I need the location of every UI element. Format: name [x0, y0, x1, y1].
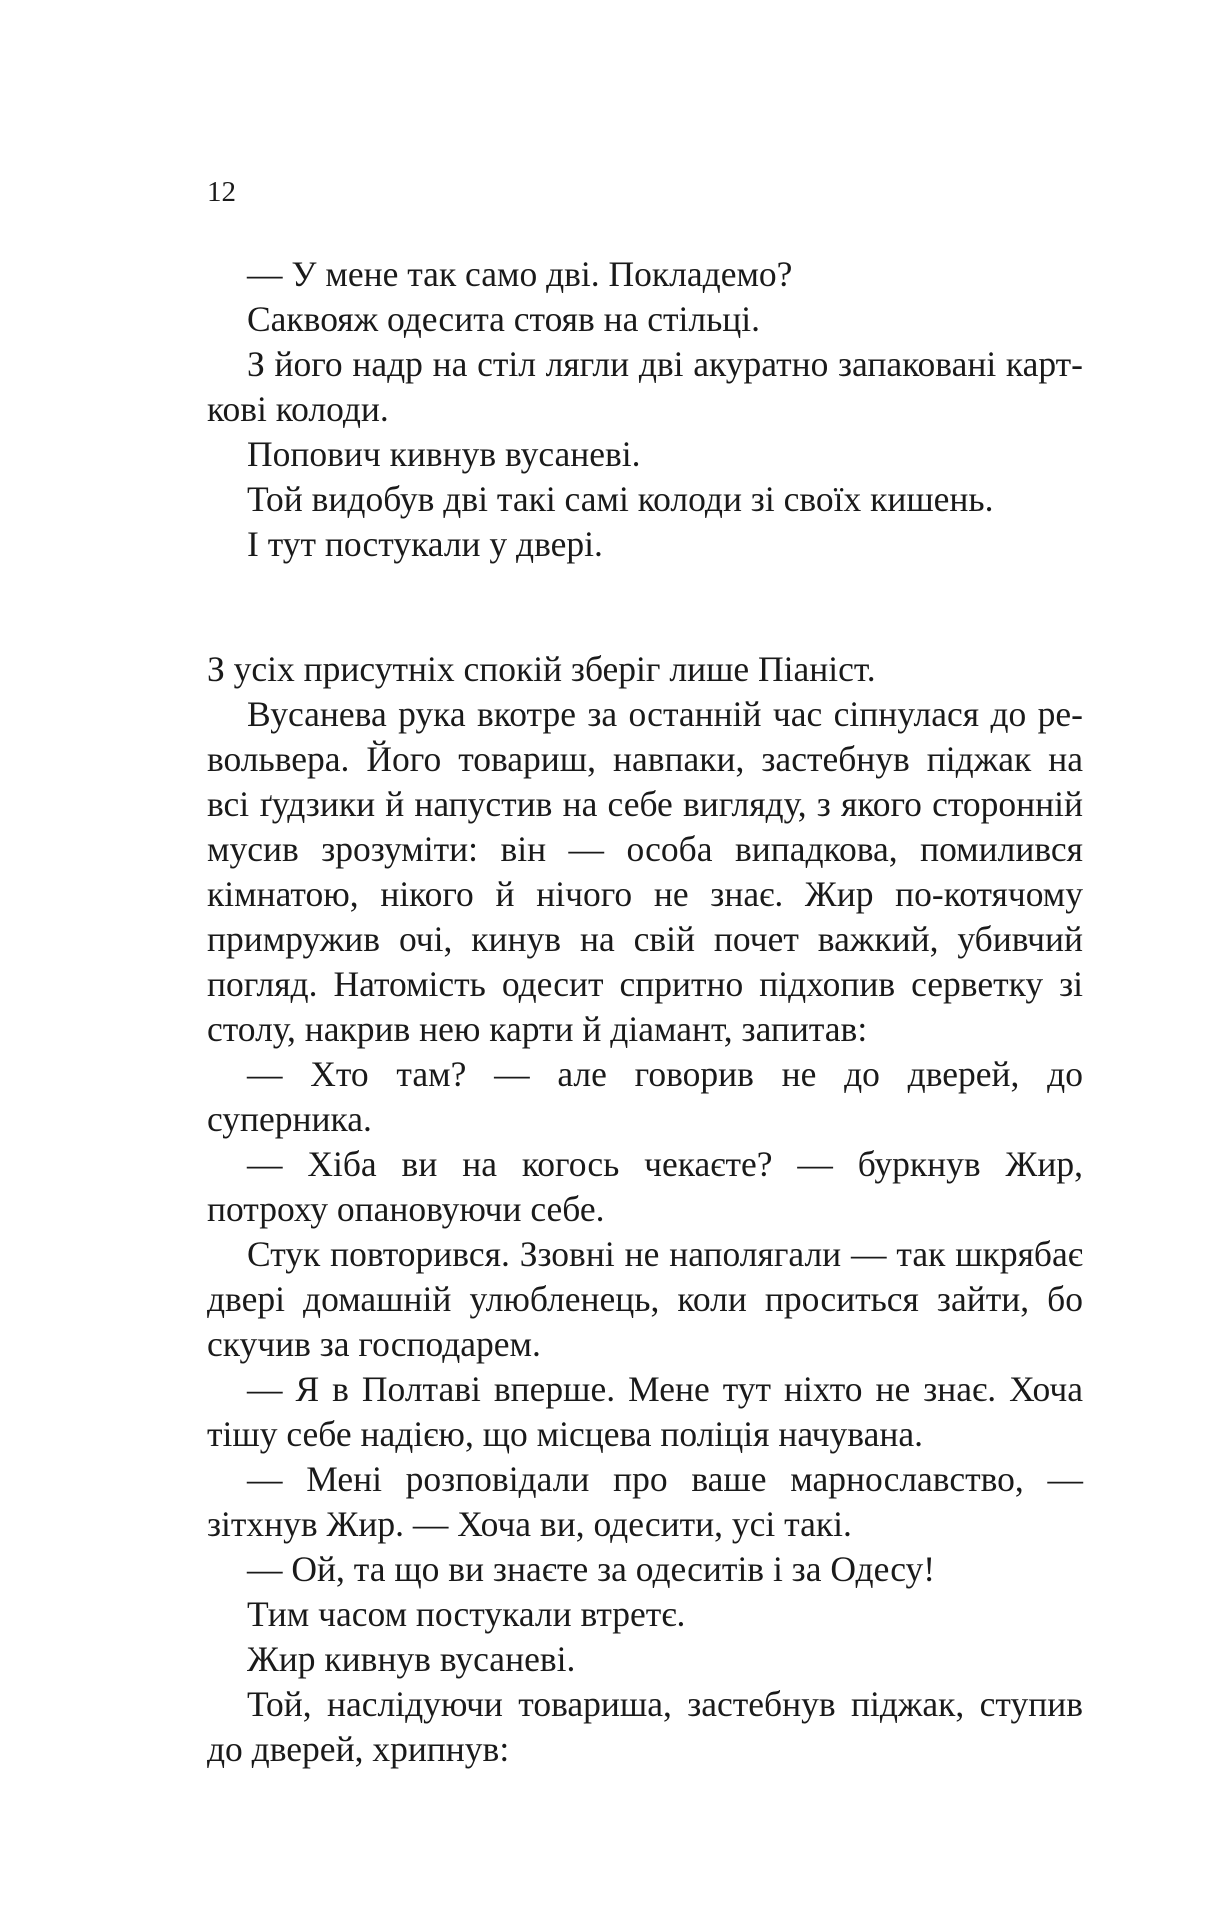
paragraph: Тим часом постукали втретє. — [247, 1594, 686, 1634]
paragraph: Попович кивнув вусаневі. — [247, 434, 641, 474]
paragraph: Стук повторився. Ззовні не наполягали — так шкрябає двері домашній улюбленець, коли проситься зайти, бо скучив за господарем. — [207, 1234, 1083, 1364]
paragraph: Той, наслідуючи товариша, застебнув піджак, ступив до дверей, хрипнув: — [207, 1684, 1083, 1769]
paragraph: Вусанева рука вкотре за останній час сіпнулася до револьвера. Його товариш, навпаки, застебнув піджак на всі ґудзики й напустив на себе вигляду, з якого сторонній мусив зрозуміти: він — особа випадкова, помилився кімнатою, нікого й нічого не знає. Жир по-котячому примружив очі, кинув на свій почет важкий, убивчий погляд. Натомість одесит спритно підхопив серветку зі столу, накрив нею карти й діамант, запитав: — [207, 694, 1083, 1049]
paragraph: Саквояж одесита стояв на стільці. — [247, 299, 761, 339]
section-opening-paragraph: З усіх присутніх спокій зберіг лише Піаніст. — [207, 649, 876, 689]
text-section-1 — [207, 252, 1083, 567]
paragraph: Жир кивнув вусаневі. — [247, 1639, 576, 1679]
paragraph: — Мені розповідали про ваше марнославство, — зітхнув Жир. — Хоча ви, одесити, усі такі. — [207, 1459, 1083, 1544]
paragraph: — Хіба ви на когось чекаєте? — буркнув Жир, потроху опановуючи себе. — [207, 1144, 1083, 1229]
paragraph: — Хто там? — але говорив не до дверей, до суперника. — [207, 1054, 1083, 1139]
paragraph: І тут постукали у двері. — [247, 524, 603, 564]
paragraph: — У мене так само дві. Покладемо? — [247, 254, 793, 294]
text-section-2 — [207, 647, 1083, 1772]
paragraph: З його надр на стіл лягли дві акуратно запаковані карткові колоди. — [207, 344, 1083, 429]
paragraph: — Я в Полтаві вперше. Мене тут ніхто не знає. Хоча тішу себе надією, що місцева поліція начувана. — [207, 1369, 1083, 1454]
paragraph: — Ой, та що ви знаєте за одеситів і за Одесу! — [247, 1549, 936, 1589]
page-number: 12 — [207, 176, 236, 208]
paragraph: Той видобув дві такі самі колоди зі своїх кишень. — [247, 479, 994, 519]
